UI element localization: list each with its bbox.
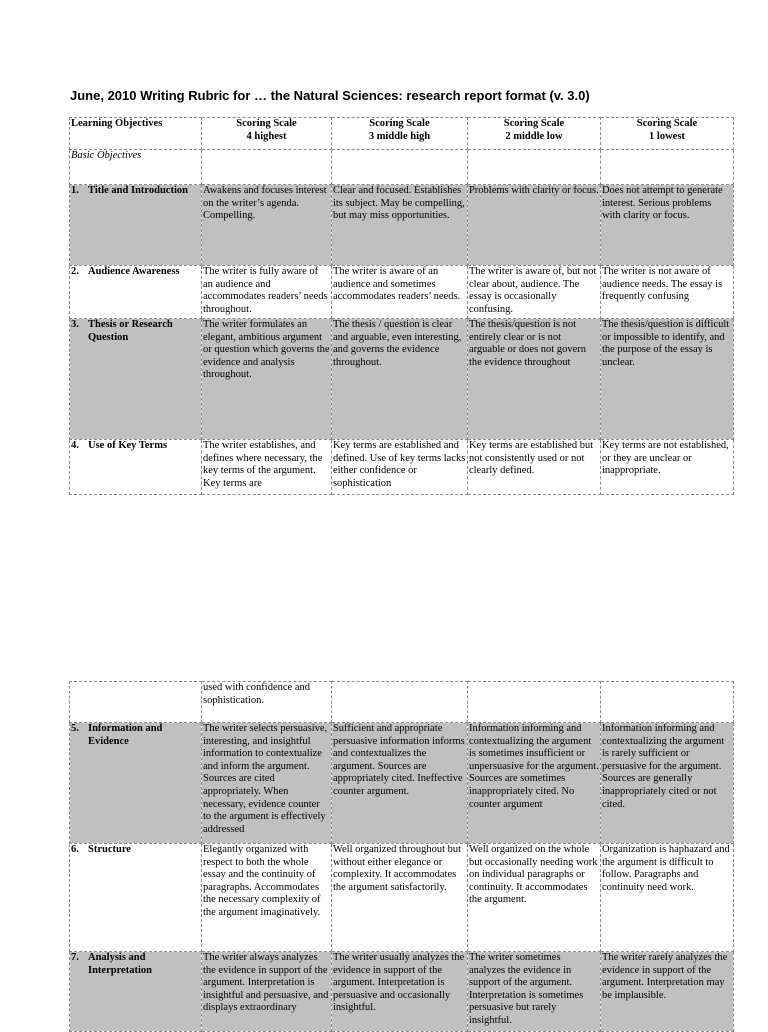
continuation-row — [70, 682, 734, 723]
score-1-cell: The thesis/question is difficult or impossible to identify, and the purpose of the essay is unclear. — [600, 319, 733, 440]
header-scale-level: 4 highest — [246, 130, 287, 142]
header-scale-label: Scoring Scale — [236, 118, 297, 129]
score-2-cell: Key terms are established but not consistently used or not clearly defined. — [467, 440, 600, 495]
score-4-cell: The writer selects persuasive, interesting, and insightful information to contextualize and inform the argument. Sources are cited appropriately. When necessary, evidence counter to the argument is effectively addressed — [201, 723, 331, 844]
score-1-cell: Organization is haphazard and the argument is difficult to follow. Paragraphs and continuity need work. — [600, 844, 733, 952]
empty-cell — [600, 150, 733, 185]
empty-cell — [467, 682, 600, 723]
header-scale-level: 2 middle low — [505, 130, 563, 142]
score-4-cell: The writer always analyzes the evidence in support of the argument. Interpretation is insightful and persuasive, and displays extraordinary — [201, 952, 331, 1032]
score-1-cell: Key terms are not established, or they are unclear or inappropriate. — [600, 440, 733, 495]
objective-label: Title and Introduction — [88, 185, 188, 196]
table-row — [70, 185, 734, 266]
objective-number: 2. — [71, 266, 79, 277]
score-4-cell: The writer establishes, and defines where necessary, the key terms of the argument. Key terms are — [201, 440, 331, 495]
objective-cell — [70, 266, 202, 319]
objective-cell — [70, 844, 202, 952]
header-scale-label: Scoring Scale — [369, 118, 430, 129]
score-2-cell: The thesis/question is not entirely clear or is not arguable or does not govern the evidence throughout — [467, 319, 600, 440]
score-2-cell: The writer sometimes analyzes the evidence in support of the argument. Interpretation is sometimes persuasive but rarely insightful. — [467, 952, 600, 1032]
header-scale-label: Scoring Scale — [503, 118, 565, 129]
header-learning-objectives: Learning Objectives — [70, 118, 202, 150]
header-scale-level: 3 middle high — [368, 130, 431, 142]
table-row — [70, 266, 734, 319]
objective-cell — [70, 319, 202, 440]
header-scale-level: 1 lowest — [649, 130, 685, 142]
score-3-cell: Sufficient and appropriate persuasive information informs and contextualizes the argument. Sources are appropriately cited. Ineffective counter argument. — [331, 723, 467, 844]
objective-label: Information and Evidence — [88, 723, 163, 747]
objective-label: Structure — [88, 844, 131, 855]
empty-cell — [201, 150, 331, 185]
empty-cell — [331, 682, 467, 723]
table-row — [70, 844, 734, 952]
empty-cell — [331, 150, 467, 185]
objective-label: Analysis and Interpretation — [88, 952, 152, 976]
score-2-cell: Well organized on the whole but occasionally needing work on individual paragraphs or continuity. It accommodates the argument. — [467, 844, 600, 952]
objective-cell — [70, 723, 202, 844]
score-1-cell: Does not attempt to generate interest. Serious problems with clarity or focus. — [600, 185, 733, 266]
score-1-cell: The writer is not aware of audience needs. The essay is frequently confusing — [600, 266, 733, 319]
table-row — [70, 723, 734, 844]
header-scale-label: Scoring Scale — [636, 118, 698, 129]
empty-cell — [70, 682, 202, 723]
score-1-cell: The writer rarely analyzes the evidence in support of the argument. Interpretation may be implausible. — [600, 952, 733, 1032]
score-4-cell: The writer is fully aware of an audience and accommodates readers’ needs throughout. — [201, 266, 331, 319]
basic-objectives-row — [70, 150, 734, 185]
objective-number: 6. — [71, 844, 79, 855]
score-3-cell: Key terms are established and defined. Use of key terms lacks either confidence or sophistication — [331, 440, 467, 495]
score-3-cell: The writer is aware of an audience and sometimes accommodates readers’ needs. — [331, 266, 467, 319]
rubric-table-page-2 — [69, 681, 734, 1032]
header-scale-1 — [600, 118, 733, 150]
table-header-row — [70, 118, 734, 150]
objective-number: 1. — [71, 185, 79, 196]
score-3-cell: The writer usually analyzes the evidence in support of the argument. Interpretation is persuasive and occasionally insightful. — [331, 952, 467, 1032]
score-3-cell: Well organized throughout but without either elegance or complexity. It accommodates the argument satisfactorily. — [331, 844, 467, 952]
score-1-cell: Information informing and contextualizing the argument is rarely sufficient or persuasive for the argument. Sources are generally inappropriately cited or not cited. — [600, 723, 733, 844]
header-scale-3 — [331, 118, 467, 150]
score-2-cell: Problems with clarity or focus. — [467, 185, 600, 266]
page-title: June, 2010 Writing Rubric for … the Natural Sciences: research report format (v. 3.0) — [70, 88, 590, 103]
basic-objectives-label: Basic Objectives — [70, 150, 202, 185]
table-row — [70, 440, 734, 495]
score-4-cell: The writer formulates an elegant, ambitious argument or question which governs the evidence and analysis throughout. — [201, 319, 331, 440]
score-4-cell: Awakens and focuses interest on the writer’s agenda. Compelling. — [201, 185, 331, 266]
table-row — [70, 952, 734, 1032]
rubric-table-page-1 — [69, 117, 734, 495]
objective-number: 7. — [71, 952, 79, 963]
score-2-cell: The writer is aware of, but not clear about, audience. The essay is occasionally confusing. — [467, 266, 600, 319]
objective-label: Use of Key Terms — [88, 440, 168, 451]
score-4-cell: Elegantly organized with respect to both the whole essay and the continuity of paragraphs. Accommodates the necessary complexity of the argument imaginatively. — [201, 844, 331, 952]
table-row — [70, 319, 734, 440]
header-scale-2 — [467, 118, 600, 150]
objective-number: 5. — [71, 723, 79, 734]
empty-cell — [600, 682, 733, 723]
score-2-cell: Information informing and contextualizing the argument is sometimes insufficient or unpersuasive for the argument. Sources are sometimes inappropriately cited. No counter argument — [467, 723, 600, 844]
objective-label: Thesis or Research Question — [88, 319, 173, 343]
objective-cell — [70, 440, 202, 495]
continuation-cell: used with confidence and sophistication. — [201, 682, 331, 723]
score-3-cell: Clear and focused. Establishes its subject. May be compelling, but may miss opportunities. — [331, 185, 467, 266]
objective-cell — [70, 952, 202, 1032]
header-scale-4 — [201, 118, 331, 150]
score-3-cell: The thesis / question is clear and arguable, even interesting, and governs the evidence throughout. — [331, 319, 467, 440]
objective-number: 4. — [71, 440, 79, 451]
objective-number: 3. — [71, 319, 79, 330]
empty-cell — [467, 150, 600, 185]
objective-cell — [70, 185, 202, 266]
objective-label: Audience Awareness — [88, 266, 180, 277]
